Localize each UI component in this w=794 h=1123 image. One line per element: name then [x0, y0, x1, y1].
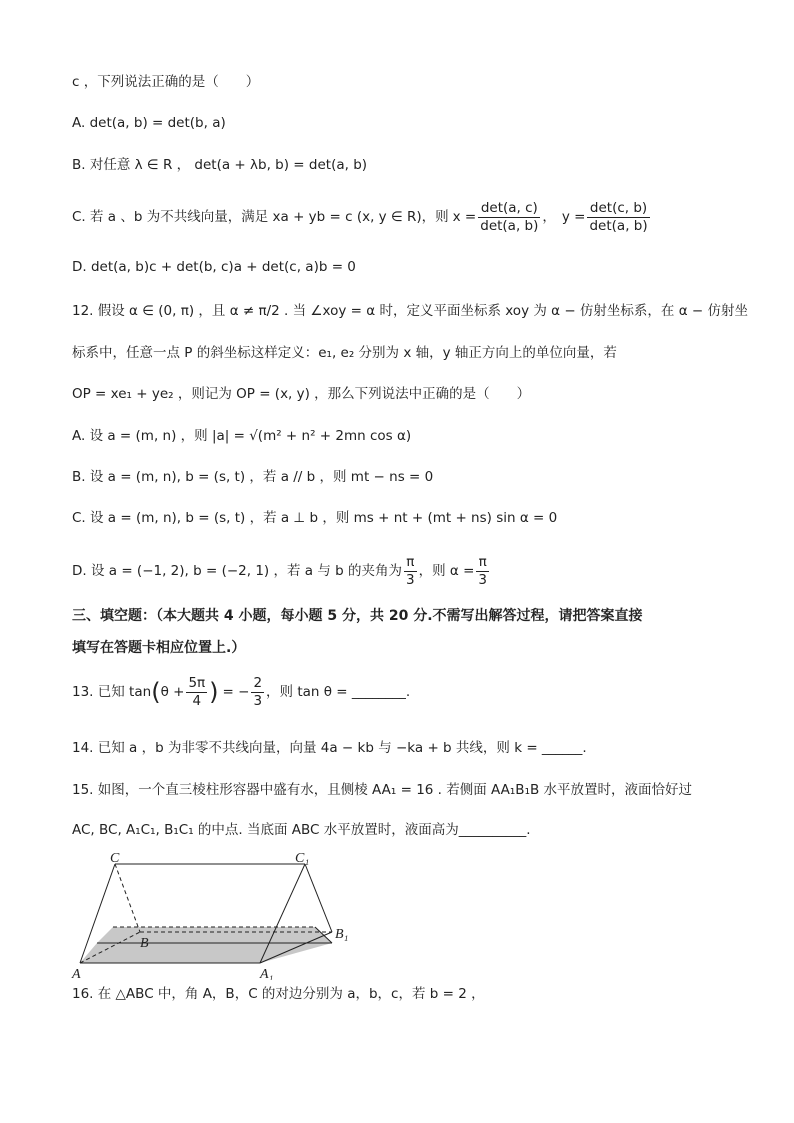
q14: 14. 已知 a ，b 为非零不共线向量，向量 4a − kb 与 −ka + b 共线，则 k = ______. [72, 740, 587, 756]
q11-separator: ， [542, 209, 556, 225]
section3-heading-line2: 填写在答题卡相应位置上.） [72, 640, 246, 656]
q11-y-numerator: det(c, b) [587, 200, 649, 218]
q13-fraction1-numerator: 5π [188, 674, 206, 691]
q12-stem-line1: 12. 假设 α ∈ (0, π) ，且 α ≠ π/2 . 当 ∠xoy = α 时，定义平面坐标系 xoy 为 α − 仿射坐标系，在 α − 仿射坐 [72, 303, 749, 319]
q13-suffix: ，则 tan θ = ________. [266, 684, 411, 700]
q11-x-denominator: det(a, b) [480, 217, 539, 234]
q13-fraction2-denominator: 3 [253, 692, 263, 709]
q11-option-c [72, 197, 652, 237]
q11-y-label: y = [561, 209, 586, 225]
q12-angle-numerator: π [404, 554, 417, 572]
water-front-face [80, 943, 332, 963]
q11-x-numerator: det(a, c) [478, 200, 540, 218]
q13-left-paren: ( [151, 678, 161, 706]
q12-option-d-prefix: D. 设 a = (−1, 2), b = (−2, 1) ，若 a 与 b 的夹角为 [72, 563, 402, 579]
prism-figure [70, 850, 360, 980]
edge-c-b [115, 864, 140, 932]
q13 [72, 672, 410, 712]
label-c1: C₁ [295, 851, 310, 866]
label-b1: B₁ [335, 927, 349, 942]
q12-alpha-fraction [476, 554, 489, 589]
q12-stem-line2: 标系中，任意一点 P 的斜坐标这样定义：e₁, e₂ 分别为 x 轴，y 轴正方向上的单位向量，若 [72, 345, 617, 361]
edge-c1-b1 [305, 864, 332, 932]
q11-option-b: B. 对任意 λ ∈ R ， det(a + λb, b) = det(a, b) [72, 157, 368, 173]
label-c: C [110, 851, 120, 866]
q13-right-paren: ) [209, 678, 219, 706]
q15-line1: 15. 如图，一个直三棱柱形容器中盛有水，且侧棱 AA₁ = 16 . 若侧面 AA₁B₁B 水平放置时，液面恰好过 [72, 782, 693, 798]
q12-alpha-numerator: π [476, 554, 489, 572]
q13-fraction1 [186, 675, 207, 710]
q11-option-a: A. det(a, b) = det(b, a) [72, 115, 226, 131]
water-surface [97, 927, 332, 943]
label-b: B [140, 936, 149, 951]
q11-intro: c ，下列说法正确的是（ ） [72, 74, 260, 90]
section3-heading-line1: 三、填空题：（本大题共 4 小题，每小题 5 分，共 20 分.不需写出解答过程，请把答案直接 [72, 608, 643, 624]
q12-option-b: B. 设 a = (m, n), b = (s, t) ，若 a // b ，则 mt − ns = 0 [72, 469, 434, 485]
label-a: A [72, 967, 81, 980]
q12-angle-fraction [404, 554, 417, 589]
q12-alpha-denominator: 3 [478, 571, 487, 588]
q16: 16. 在 △ABC 中，角 A，B，C 的对边分别为 a，b，c，若 b = 2 ， [72, 986, 485, 1002]
q12-option-d [72, 551, 491, 591]
q13-theta-plus: θ + [160, 684, 185, 700]
q12-option-d-mid: ，则 α = [418, 563, 475, 579]
q11-y-denominator: det(a, b) [589, 217, 648, 234]
q11-x-fraction [478, 200, 540, 235]
q15-line2: AC, BC, A₁C₁, B₁C₁ 的中点. 当底面 ABC 水平放置时，液面高为__________. [72, 822, 531, 838]
q12-angle-denominator: 3 [406, 571, 415, 588]
q11-y-fraction [587, 200, 649, 235]
q12-stem-line3: OP = xe₁ + ye₂ ，则记为 OP = (x, y) ，那么下列说法中正确的是（ ） [72, 386, 531, 402]
q13-fraction2-numerator: 2 [253, 674, 263, 691]
q12-option-c: C. 设 a = (m, n), b = (s, t) ，若 a ⊥ b ，则 ms + nt + (mt + ns) sin α = 0 [72, 510, 558, 526]
label-a1: A₁ [260, 967, 274, 980]
q11-x-label: x = [452, 209, 477, 225]
q13-fraction1-denominator: 4 [192, 692, 202, 709]
q13-fraction2 [251, 675, 264, 710]
q12-option-a: A. 设 a = (m, n) ，则 |a| = √(m² + n² + 2mn cos α) [72, 428, 412, 444]
q11-option-d: D. det(a, b)c + det(b, c)a + det(c, a)b = 0 [72, 259, 356, 275]
q13-equals: = − [222, 684, 250, 700]
q13-prefix: 13. 已知 tan [72, 684, 152, 700]
q11-option-c-prefix: C. 若 a 、b 为不共线向量，满足 xa + yb = c (x, y ∈ R)，则 [72, 209, 449, 225]
